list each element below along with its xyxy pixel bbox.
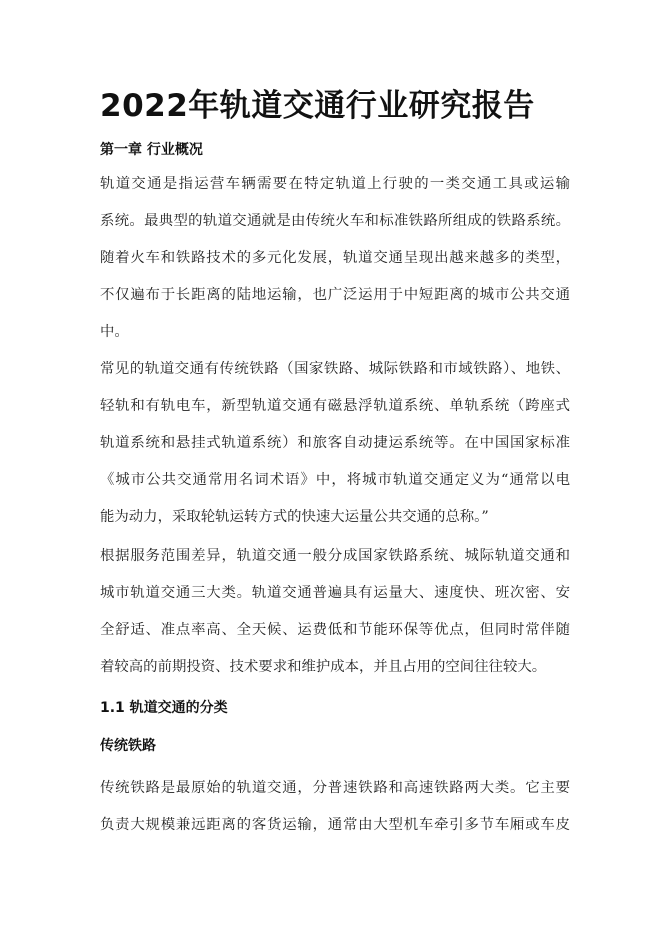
paragraph-types	[100, 359, 570, 544]
paragraph-line: 系统。最典型的轨道交通就是由传统火车和标准铁路所组成的铁路系统。	[100, 213, 570, 229]
paragraph-line: 轨道交通是指运营车辆需要在特定轨道上行驶的一类交通工具或运输	[100, 176, 570, 192]
paragraph-line: 负责大规模兼远距离的客货运输，通常由大型机车牵引多节车厢或车皮	[100, 817, 570, 833]
chapter-heading: 第一章 行业概况	[100, 142, 203, 158]
paragraph-line: 轨道系统和悬挂式轨道系统）和旅客自动捷运系统等。在中国国家标准	[100, 435, 570, 451]
paragraph-line: 随着火车和铁路技术的多元化发展，轨道交通呈现出越来越多的类型，	[100, 250, 570, 266]
paragraph-line: 根据服务范围差异，轨道交通一般分成国家铁路系统、城际轨道交通和	[100, 548, 570, 564]
paragraph-line: 不仅遍布于长距离的陆地运输，也广泛运用于中短距离的城市公共交通	[100, 287, 570, 303]
subsection-heading: 传统铁路	[100, 738, 156, 754]
paragraph-line: 城市轨道交通三大类。轨道交通普遍具有运量大、速度快、班次密、安	[100, 585, 570, 601]
document-title: 2022年轨道交通行业研究报告	[100, 88, 535, 124]
paragraph-traditional-rail	[100, 778, 570, 852]
paragraph-overview	[100, 174, 570, 359]
paragraph-line: 中。	[100, 324, 129, 340]
paragraph-line: 常见的轨道交通有传统铁路（国家铁路、城际铁路和市域铁路）、地铁、	[100, 361, 570, 377]
paragraph-line: 着较高的前期投资、技术要求和维护成本，并且占用的空间往往较大。	[100, 659, 547, 675]
paragraph-line: 能为动力，采取轮轨运转方式的快速大运量公共交通的总称。”	[100, 509, 489, 525]
paragraph-line: 轻轨和有轨电车，新型轨道交通有磁悬浮轨道系统、单轨系统（跨座式	[100, 398, 570, 414]
paragraph-line: 《城市公共交通常用名词术语》中，将城市轨道交通定义为“通常以电	[100, 472, 570, 488]
paragraph-line: 全舒适、准点率高、全天候、运费低和节能环保等优点，但同时常伴随	[100, 622, 570, 638]
paragraph-classification	[100, 546, 570, 694]
section-heading: 1.1 轨道交通的分类	[100, 700, 228, 716]
paragraph-line: 传统铁路是最原始的轨道交通，分普速铁路和高速铁路两大类。它主要	[100, 780, 570, 796]
